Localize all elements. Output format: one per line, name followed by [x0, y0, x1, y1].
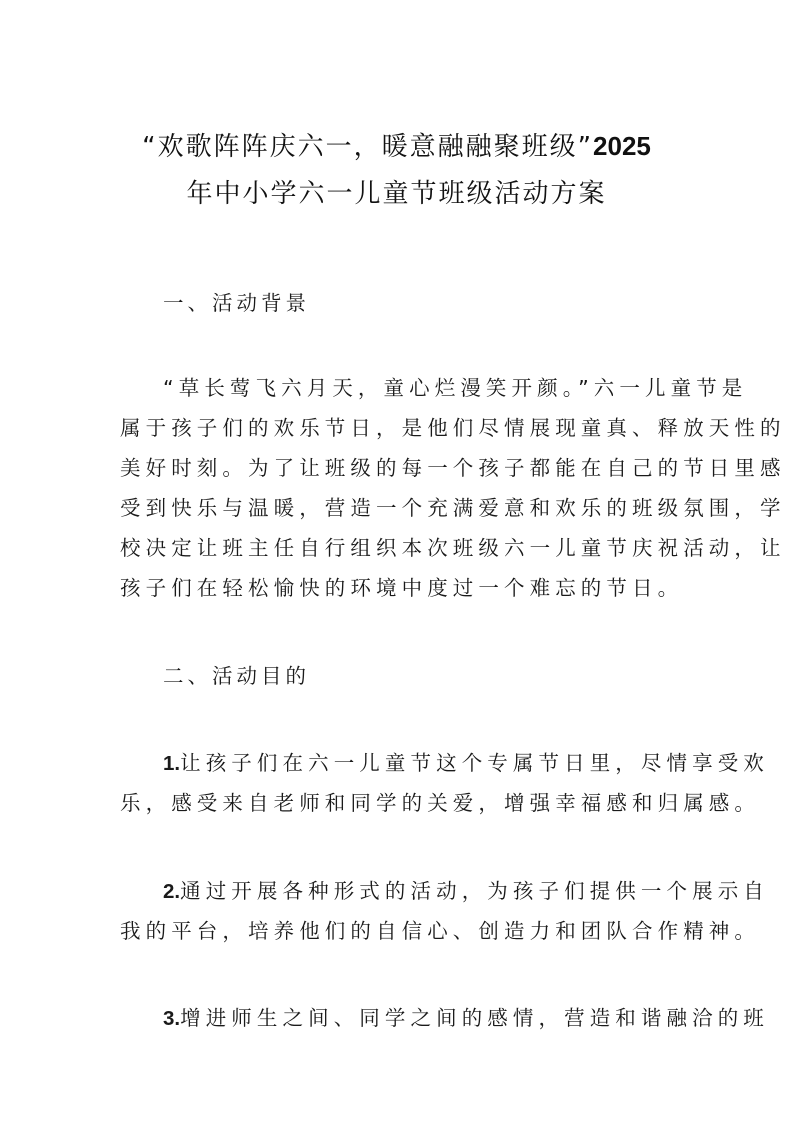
list-item-number: 1. — [163, 752, 181, 775]
list-item-2-line-2: 我的平台，培养他们的自信心、创造力和团队合作精神。 — [120, 919, 760, 943]
list-item-number: 3. — [163, 1007, 181, 1030]
list-item-1-line-1 — [163, 748, 769, 779]
list-item-text: 让孩子们在六一儿童节这个专属节日里，尽情享受欢 — [180, 751, 769, 775]
document-title-line-2: 年中小学六一儿童节班级活动方案 — [186, 179, 607, 209]
paragraph-line: 校决定让班主任自行组织本次班级六一儿童节庆祝活动，让 — [120, 536, 786, 560]
paragraph-line: “草长莺飞六月天，童心烂漫笑开颜。”六一儿童节是 — [163, 376, 748, 400]
paragraph-line: 美好时刻。为了让班级的每一个孩子都能在自己的节日里感 — [120, 456, 786, 480]
title-year: 2025 — [593, 131, 651, 161]
paragraph-line: 属于孩子们的欢乐节日，是他们尽情展现童真、释放天性的 — [120, 416, 786, 440]
document-title-line-1 — [0, 122, 793, 171]
paragraph-line: 孩子们在轻松愉快的环境中度过一个难忘的节日。 — [120, 576, 684, 600]
list-item-text: 增进师生之间、同学之间的感情，营造和谐融洽的班 — [180, 1006, 769, 1030]
paragraph-line: 受到快乐与温暖，营造一个充满爱意和欢乐的班级氛围，学 — [120, 496, 786, 520]
list-item-text: 通过开展各种形式的活动，为孩子们提供一个展示自 — [180, 879, 769, 903]
list-item-1-line-2: 乐，感受来自老师和同学的关爱，增强幸福感和归属感。 — [120, 791, 760, 815]
section-heading-purpose: 二、活动目的 — [163, 664, 310, 688]
section-heading-background: 一、活动背景 — [163, 291, 310, 315]
list-item-2-line-1 — [163, 876, 769, 907]
title-text: “欢歌阵阵庆六一，暖意融融聚班级” — [142, 132, 594, 162]
list-item-3-line-1 — [163, 1003, 769, 1034]
list-item-number: 2. — [163, 880, 181, 903]
